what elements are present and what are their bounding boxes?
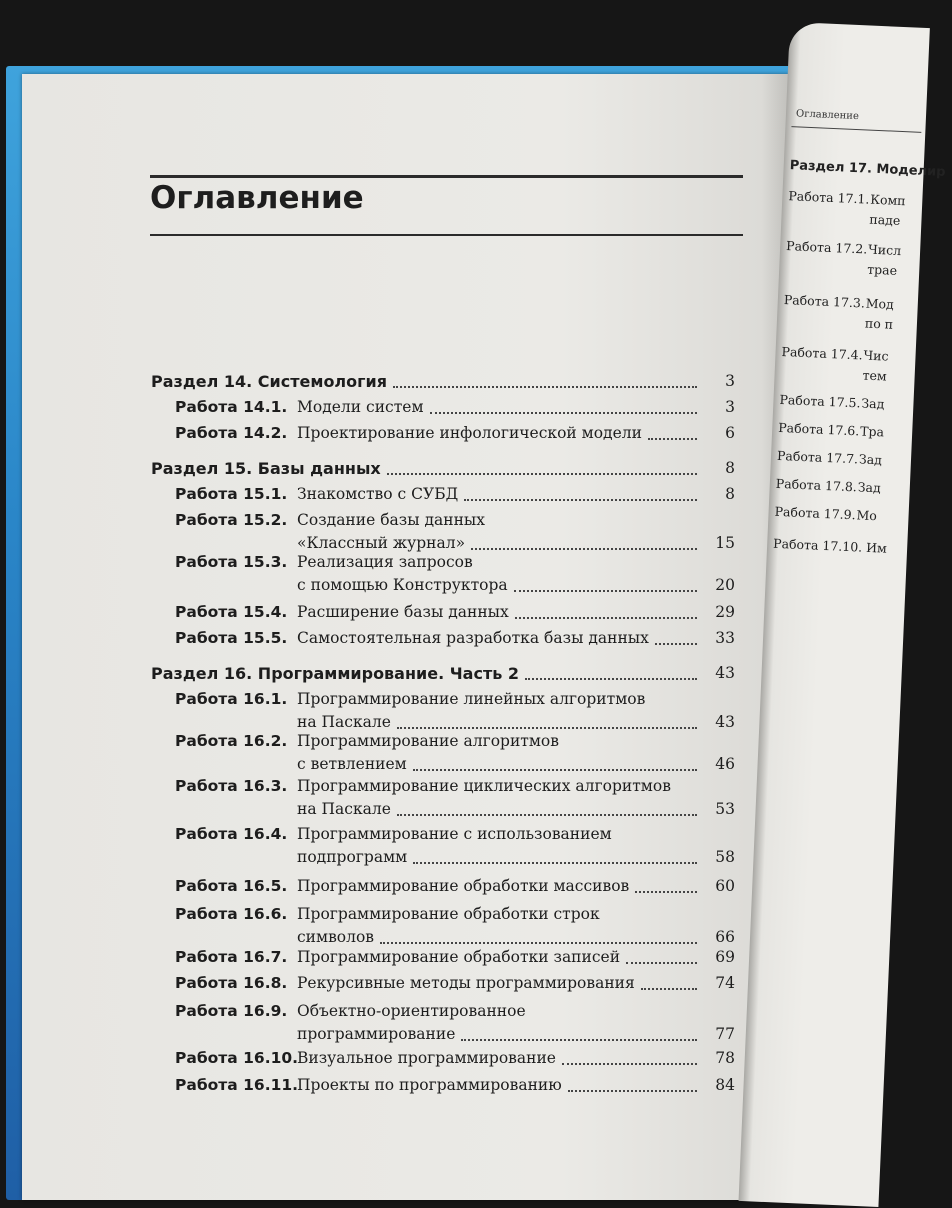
toc-page-number: 43 [715,664,735,682]
right-page-title-fragment: Чис [863,347,889,364]
toc-work-label: Работа 15.2. [175,511,288,529]
toc-leader-dots [641,988,697,990]
toc-entry-title-line: на Паскале [297,713,391,731]
toc-entry-title-line: Программирование обработки строк [297,905,600,923]
toc-work-label: Работа 14.2. [175,424,288,442]
toc-work-label: Работа 16.7. [175,948,288,966]
toc-entry-title-line: Самостоятельная разработка базы данных [297,629,649,647]
toc-entry-title-line: подпрограмм [297,848,408,866]
toc-section-label: Раздел 16. Программирование. Часть 2 [151,664,520,683]
toc-leader-dots [655,643,697,645]
toc-leader-dots [413,862,697,864]
right-page-work-label: Работа 17.2. [785,238,868,257]
toc-work-label: Работа 16.8. [175,974,288,992]
toc-work-label: Работа 15.3. [175,553,288,571]
toc-entry-title-line: Рекурсивные методы программирования [297,974,635,992]
toc-entry-title-line: Проектирование инфологической модели [297,424,642,442]
toc-work-label: Работа 16.6. [175,905,288,923]
toc-work-label: Работа 14.1. [175,398,288,416]
toc-section-label: Раздел 14. Системология [151,372,387,391]
toc-page-number: 20 [715,576,735,594]
toc-leader-dots [430,412,697,414]
right-page-work-label: Работа 17.9. [774,503,856,523]
right-page-title-fragment: Зад [857,479,882,496]
right-page-section-label: Раздел 17. Моделир [789,158,946,180]
toc-page-number: 84 [715,1076,735,1094]
toc-entry-title-line: Расширение базы данных [297,603,509,621]
toc-page-number: 69 [715,948,735,966]
toc-work-label: Работа 16.1. [175,690,288,708]
toc-leader-dots [393,386,697,388]
toc-work-label: Работа 16.10. [175,1049,299,1067]
toc-page-number: 8 [725,485,735,503]
right-page-work-label: Работа 17.8. [775,475,858,495]
toc-leader-dots [471,548,697,550]
toc-page-number: 43 [715,713,735,731]
toc-entry-title-line: Программирование линейных алгоритмов [297,690,646,708]
toc-entry-title-line: Визуальное программирование [297,1049,556,1067]
toc-entry-title-line: Проекты по программированию [297,1076,562,1094]
right-page-title-fragment: Числ [867,241,902,259]
toc-leader-dots [626,962,697,964]
toc-work-label: Работа 16.3. [175,777,288,795]
right-page-title-fragment: трае [866,261,898,278]
right-page-title-fragment: Тра [859,423,885,440]
toc-leader-dots [635,891,697,893]
toc-entry-title-line: Программирование обработки массивов [297,877,630,895]
toc-work-label: Работа 16.4. [175,825,288,843]
right-page-title-fragment: по п [864,315,894,332]
toc-page-number: 3 [725,398,735,416]
toc-page-number: 3 [725,372,735,390]
right-page-header-rule [791,126,921,133]
page-title: Оглавление [150,180,364,216]
toc-leader-dots [461,1039,697,1041]
toc-entry-title-line: Создание базы данных [297,511,486,529]
right-page-title-fragment: Комп [870,191,906,209]
toc-page-number: 58 [715,848,735,866]
toc-page-number: 46 [715,755,735,773]
toc-leader-dots [387,473,697,475]
right-page-header: Оглавление [795,108,860,123]
right-page-title-fragment: тем [862,367,888,384]
toc-page-number: 15 [715,534,735,552]
right-page-work-label: Работа 17.7. [776,447,859,467]
toc-leader-dots [515,617,697,619]
toc-leader-dots [525,678,697,680]
right-page-work-label: Работа 17.5. [779,391,861,411]
title-bottom-rule [150,234,743,236]
toc-work-label: Работа 16.11. [175,1076,299,1094]
right-page-work-label: Работа 17.4. [781,343,863,363]
toc-work-label: Работа 15.4. [175,603,288,621]
toc-entry-title-line: программирование [297,1025,456,1043]
toc-entry-title-line: с ветвлением [297,755,407,773]
right-page-title-fragment: Зад [861,395,885,412]
right-page-title-fragment: Зад [858,451,883,468]
toc-leader-dots [514,590,697,592]
right-page-work-label: Работа 17.10. Им [772,535,888,556]
toc-section-label: Раздел 15. Базы данных [151,459,381,478]
toc-page-number: 33 [715,629,735,647]
toc-entry-title-line: символов [297,928,375,946]
toc-leader-dots [380,942,697,944]
toc-entry-title-line: Реализация запросов [297,553,473,571]
toc-entry-title-line: «Классный журнал» [297,534,466,552]
toc-page-number: 53 [715,800,735,818]
toc-entry-title-line: Программирование циклических алгоритмов [297,777,671,795]
toc-page-number: 78 [715,1049,735,1067]
toc-entry-title-line: с помощью Конструктора [297,576,508,594]
right-page-title-fragment: паде [869,211,901,228]
toc-page-number: 29 [715,603,735,621]
toc-entry-title-line: Программирование алгоритмов [297,732,559,750]
toc-entry-title-line: Знакомство с СУБД [297,485,459,503]
title-top-rule [150,175,743,178]
toc-page-number: 74 [715,974,735,992]
toc-leader-dots [568,1090,697,1092]
right-page-work-label: Работа 17.1. [788,188,870,207]
toc-leader-dots [413,769,697,771]
toc-work-label: Работа 15.5. [175,629,288,647]
toc-leader-dots [397,814,697,816]
toc-page-number: 60 [715,877,735,895]
toc-work-label: Работа 16.2. [175,732,288,750]
toc-work-label: Работа 15.1. [175,485,288,503]
toc-work-label: Работа 16.9. [175,1002,288,1020]
right-page-title-fragment: Мод [865,295,895,312]
toc-entry-title-line: на Паскале [297,800,391,818]
toc-leader-dots [397,727,697,729]
toc-entry-title-line: Программирование обработки записей [297,948,621,966]
toc-entry-title-line: Программирование с использованием [297,825,612,843]
toc-leader-dots [464,499,697,501]
toc-page-number: 77 [715,1025,735,1043]
right-page-work-label: Работа 17.3. [783,292,866,311]
toc-page-number: 66 [715,928,735,946]
toc-leader-dots [562,1063,697,1065]
right-page-work-label: Работа 17.6. [777,419,860,439]
toc-entry-title-line: Объектно-ориентированное [297,1002,526,1020]
right-page-title-fragment: Мо [856,507,878,524]
toc-page-number: 6 [725,424,735,442]
toc-leader-dots [648,438,697,440]
toc-entry-title-line: Модели систем [297,398,424,416]
toc-page-number: 8 [725,459,735,477]
toc-work-label: Работа 16.5. [175,877,288,895]
